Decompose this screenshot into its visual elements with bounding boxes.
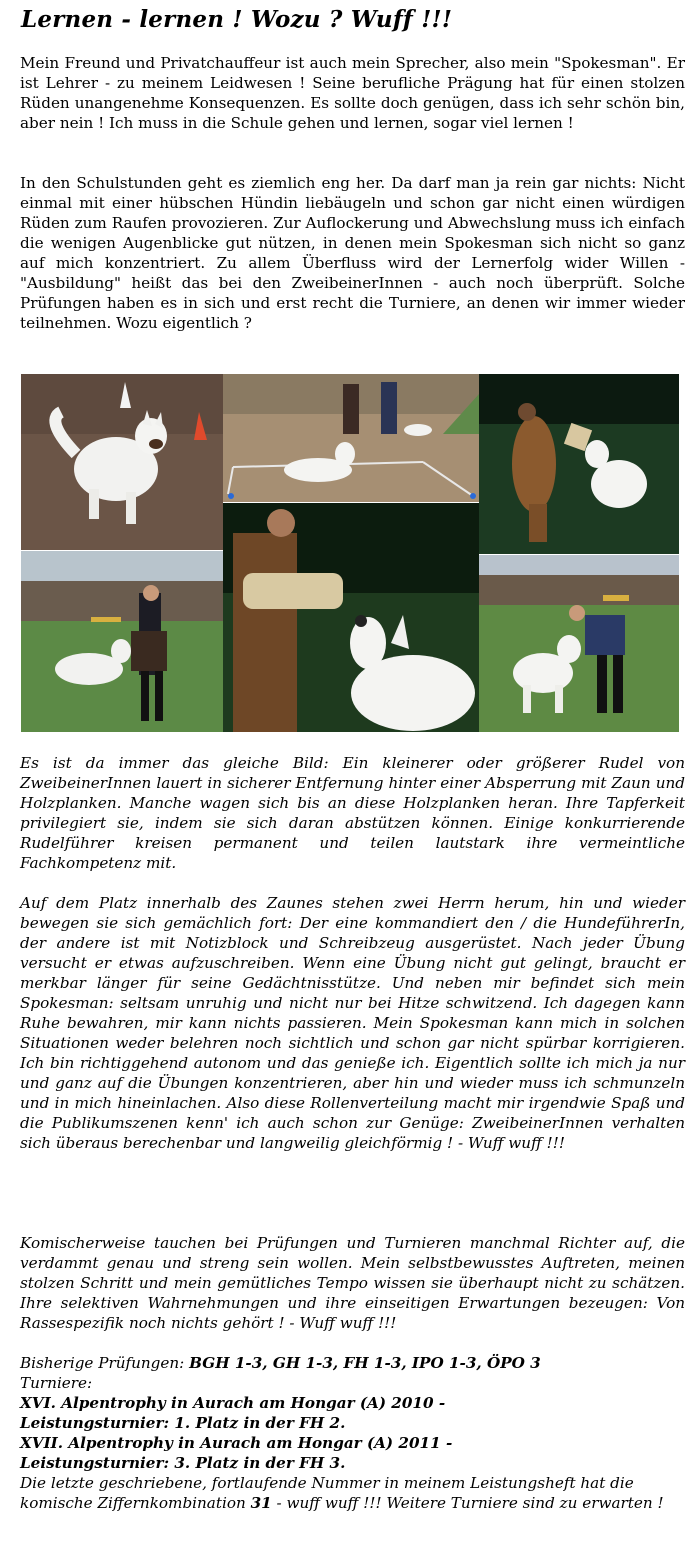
tournament-2010-line2: Leistungsturnier: 1. Platz in der FH 2.	[20, 1414, 346, 1432]
paragraph-audience: Es ist da immer das gleiche Bild: Ein kleinerer oder größerer Rudel von ZweibeinerInnen lauert in sicherer Entfernung hinter einer Absperrung mit Zaun und Holzplanken. Manche wagen sich bis an diese Holzplanken heran. Ihre Tapferkeit privilegiert sie, indem sie sich daran abstützen können. Einige konkurrierende Rudelführer kreisen permanent und teilen lautstark ihre vermeintliche Fachkompetenz mit.	[20, 754, 685, 872]
photo-night-sleeve	[479, 374, 679, 554]
page-title: Lernen - lernen ! Wozu ? Wuff !!!	[21, 6, 453, 33]
tournaments-label: Turniere:	[20, 1374, 93, 1392]
closing-after: - wuff wuff !!! Weitere Turniere sind zu erwarten !	[271, 1494, 664, 1512]
photo-field-exercise	[223, 374, 479, 502]
photo-grass-heel	[479, 555, 679, 732]
exams-label: Bisherige Prüfungen:	[20, 1354, 190, 1372]
photo-dog-with-cones	[21, 374, 223, 550]
exams-value: BGH 1-3, GH 1-3, FH 1-3, IPO 1-3, ÖPO 3	[189, 1354, 541, 1372]
tournament-2010-line1: XVI. Alpentrophy in Aurach am Hongar (A) 2010 -	[20, 1394, 446, 1412]
closing-text	[20, 1473, 685, 1513]
closing-before: Die letzte geschriebene, fortlaufende Nummer in meinem Leistungsheft hat die komische Ziffernkombination	[20, 1474, 634, 1512]
paragraph-strict-judges: Komischerweise tauchen bei Prüfungen und Turnieren manchmal Richter auf, die verdammt genau und streng sein wollen. Mein selbstbewusstes Auftreten, meinen stolzen Schritt und mein gemütliches Tempo wissen sie überhaupt nicht zu schätzen. Ihre selektiven Wahrnehmungen und ihre einseitigen Erwartungen bezeugen: Von Rassespezifik noch nichts gehört ! - Wuff wuff !!!	[20, 1234, 685, 1332]
photo-collage	[20, 373, 680, 733]
closing-number: 31	[250, 1494, 272, 1512]
paragraph-school: In den Schulstunden geht es ziemlich eng her. Da darf man ja rein gar nichts: Nicht einmal mit einer hübschen Hündin liebäugeln und schon gar nicht einen würdigen Rüden zum Raufen provozieren. Zur Auflockerung und Abwechslung muss ich einfach die wenigen Augenblicke gut nützen, in denen mein Spokesman sich nicht so ganz auf mich konzentriert. Zu allem Überfluss wird der Lernerfolg wider Willen - "Ausbildung" heißt das bei den ZweibeinerInnen - auch noch überprüft. Solche Prüfungen haben es in sich und erst recht die Turniere, an denen wir immer wieder teilnehmen. Wozu eigentlich ?	[20, 174, 685, 332]
tournament-2011-line1: XVII. Alpentrophy in Aurach am Hongar (A) 2011 -	[20, 1434, 453, 1452]
paragraph-judges-field: Auf dem Platz innerhalb des Zaunes stehen zwei Herrn herum, hin und wieder bewegen sie sich gemächlich fort: Der eine kommandiert den / die HundeführerIn, der andere ist mit Notizblock und Schreibzeug ausgerüstet. Nach jeder Übung versucht er etwas aufzuschreiben. Wenn eine Übung nicht gut gelingt, braucht er merkbar länger für seine Gedächtnisstütze. Und neben mir befindet sich mein Spokesman: seltsam unruhig und nicht nur bei Hitze schwitzend. Ich dagegen kann Ruhe bewahren, mir kann nichts passieren. Mein Spokesman kann mich in solchen Situationen weder belehren noch sichtlich und schon gar nicht spürbar korrigieren. Ich bin richtiggehend autonom und das genieße ich. Eigentlich sollte ich mich ja nur und ganz auf die Übungen konzentrieren, aber hin und wieder muss ich schmunzeln und in mich hineinlachen. Also diese Rollenverteilung macht mir irgendwie Spaß und die Publikumszenen kenn' ich auch schon zur Genüge: ZweibeinerInnen verhalten sich überaus berechenbar und langweilig gleichförmig ! - Wuff wuff !!!	[20, 894, 685, 1152]
achievements-summary	[20, 1353, 685, 1513]
tournament-2011-line2: Leistungsturnier: 3. Platz in der FH 3.	[20, 1454, 346, 1472]
photo-night-closeup	[223, 503, 479, 732]
exams-line	[20, 1353, 685, 1373]
paragraph-intro: Mein Freund und Privatchauffeur ist auch mein Sprecher, also mein "Spokesman". Er ist Lehrer - zu meinem Leidwesen ! Seine berufliche Prägung hat für einen stolzen Rüden unangenehme Konsequenzen. Es sollte doch genügen, dass ich sehr schön bin, aber nein ! Ich muss in die Schule gehen und lernen, sogar viel lernen !	[20, 54, 685, 132]
photo-grass-jump	[21, 551, 223, 732]
